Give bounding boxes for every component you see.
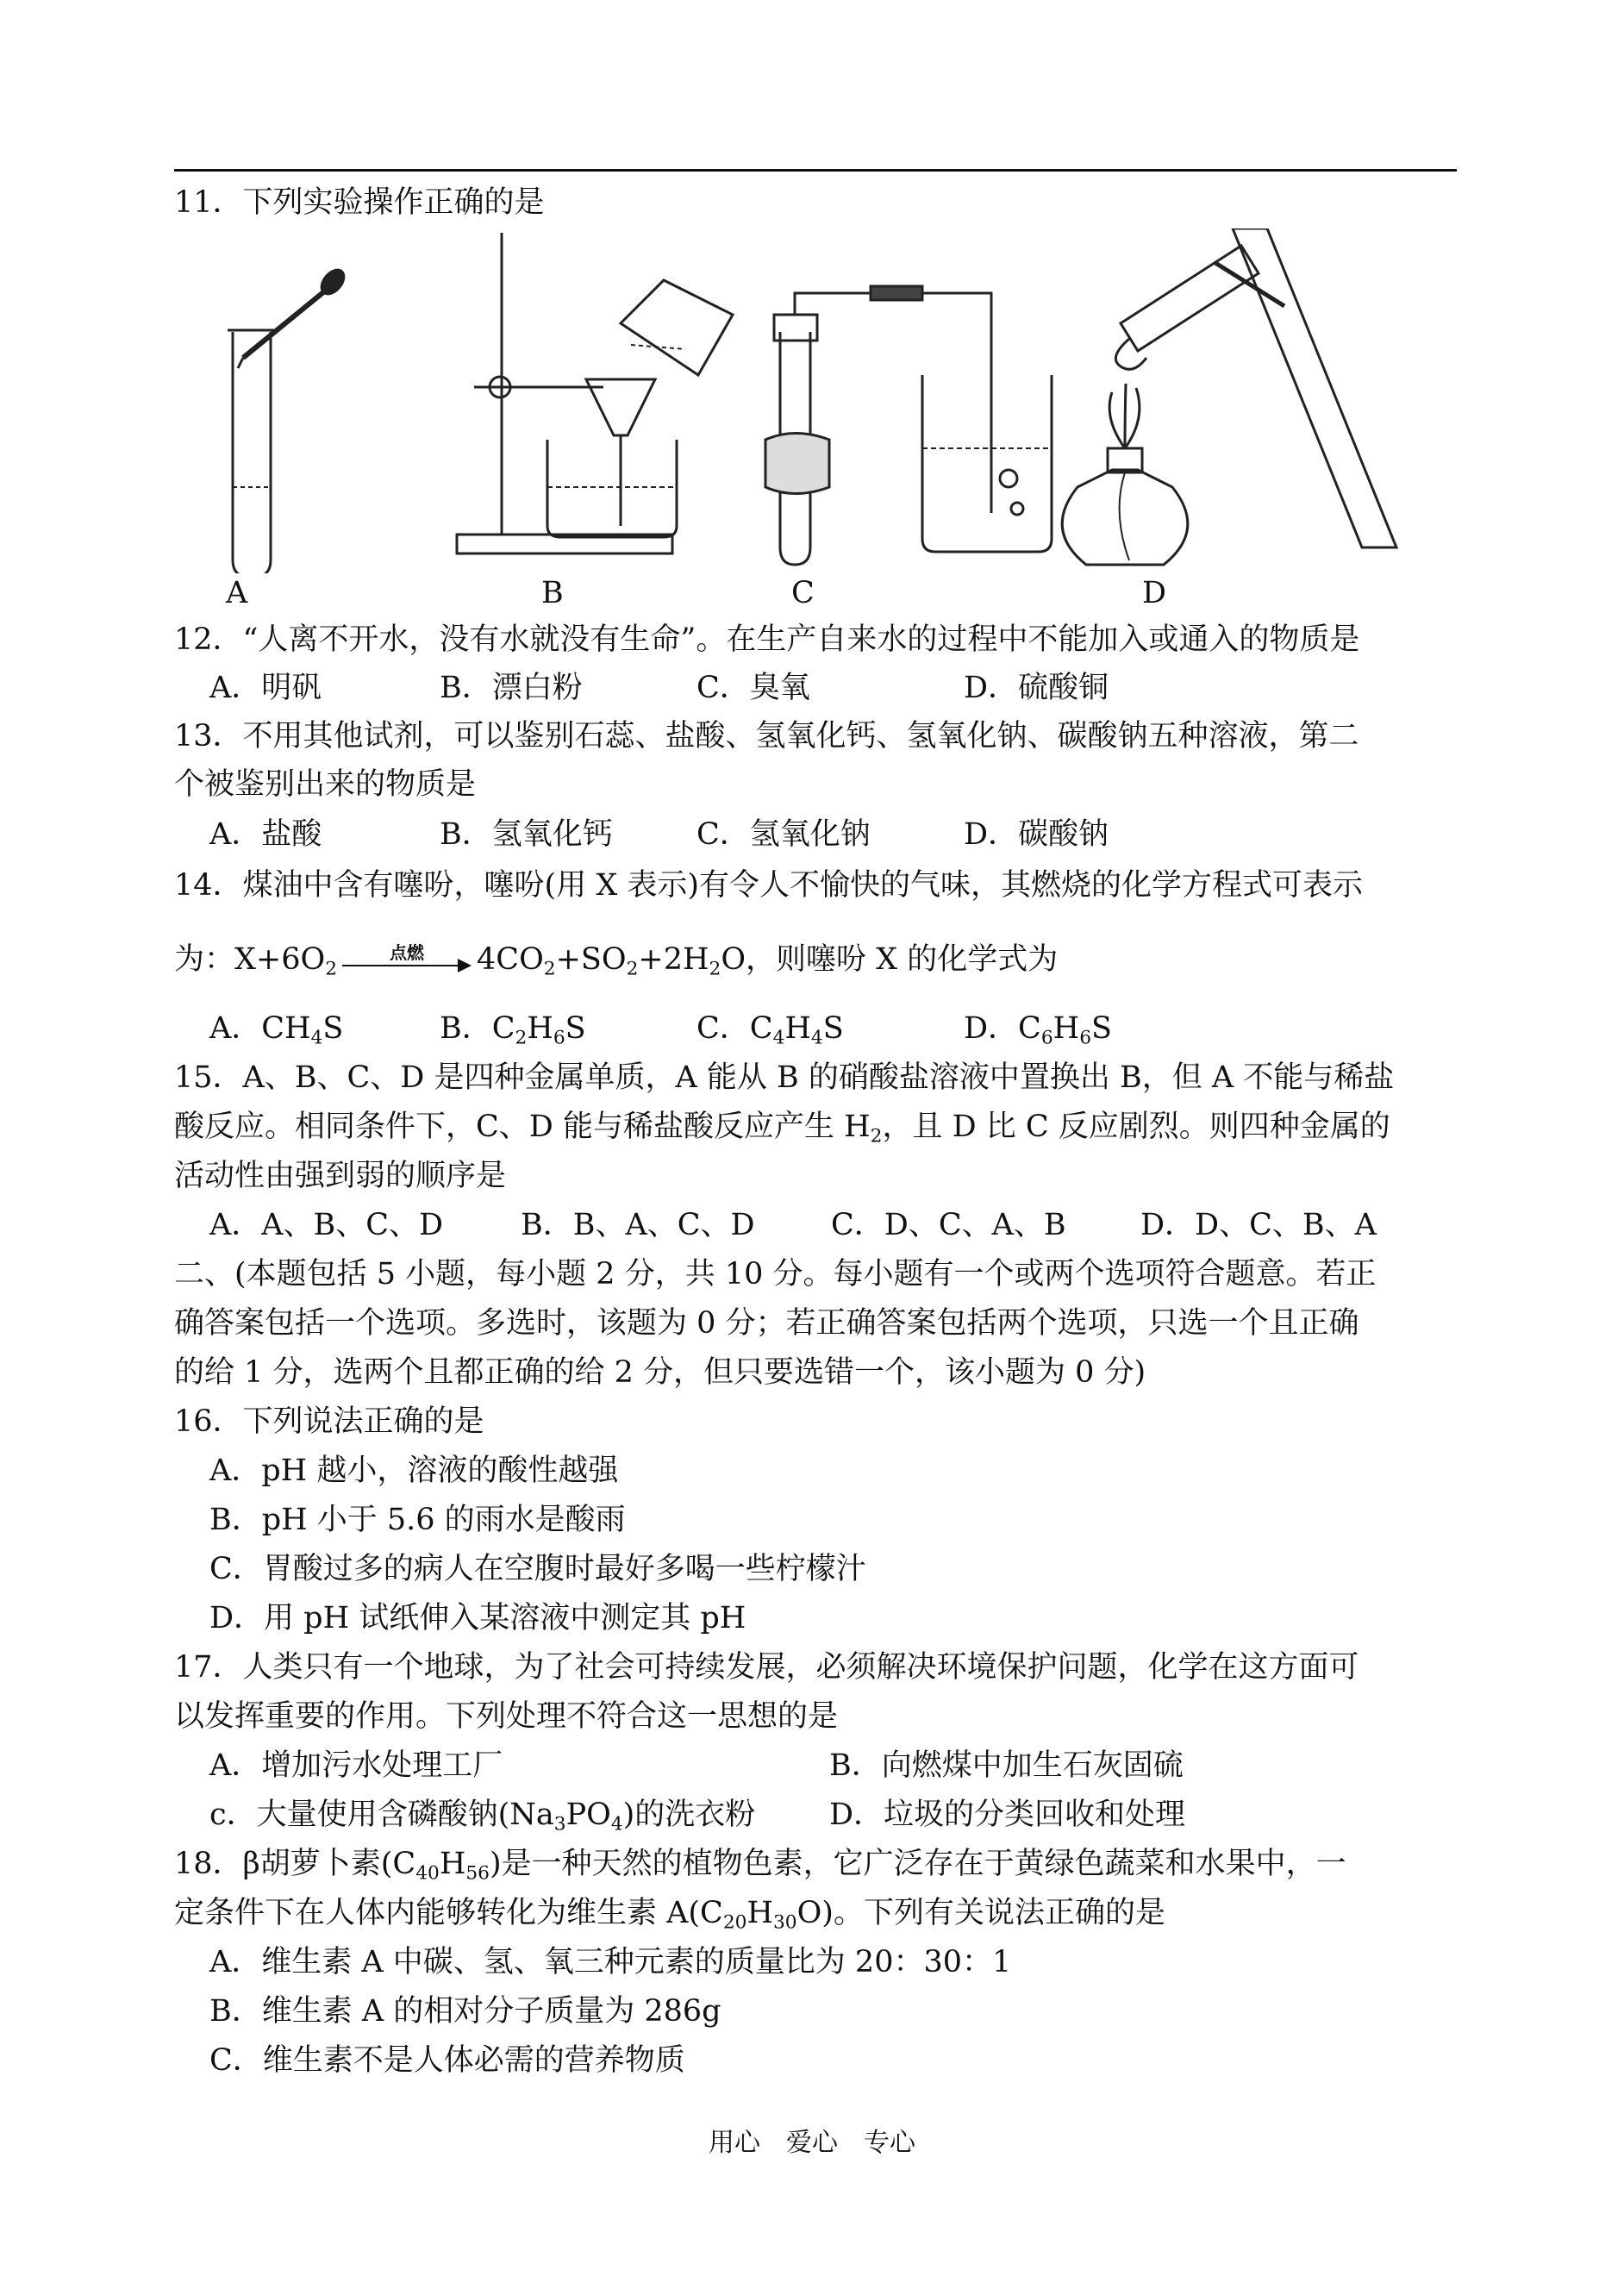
q17-option-b: B．向燃煤中加生石灰固硫 [829, 1748, 1184, 1783]
section2-instructions-line1: 二、(本题包括 5 小题，每小题 2 分，共 10 分。每小题有一个或两个选项符合题意。若正 [174, 1257, 1377, 1291]
q18-option-b: B．维生素 A 的相对分子质量为 286g [209, 1994, 721, 2029]
q14-option-b: B．$C_2H_6S$ [440, 1011, 586, 1049]
q13-stem-line1: 13．不用其他试剂，可以鉴别石蕊、盐酸、氢氧化钙、氢氧化钠、碳酸钠五种溶液，第二 [174, 719, 1359, 754]
q12-option-b: B．漂白粉 [440, 671, 583, 705]
q11-stem: 11．下列实验操作正确的是 [174, 185, 545, 220]
page-footer: 用心 爱心 专心 [709, 2128, 915, 2158]
q16-stem: 16．下列说法正确的是 [174, 1404, 484, 1439]
q16-option-b: B．pH 小于 5.6 的雨水是酸雨 [209, 1503, 626, 1537]
q15-option-b: B．B、A、C、D [521, 1208, 755, 1242]
q16-option-a: A．pH 越小，溶液的酸性越强 [209, 1454, 619, 1488]
header-rule [174, 169, 1457, 172]
q15-stem-line2: 酸反应。相同条件下，C、D 能与稀盐酸反应产生 $H_2$，且 D 比 C 反应剧烈。则四种金属的 [174, 1110, 1390, 1148]
q13-option-c: C．氢氧化钠 [696, 817, 871, 852]
q18-option-c: C．维生素不是人体必需的营养物质 [209, 2043, 685, 2078]
q15-stem-line3: 活动性由强到弱的顺序是 [174, 1159, 507, 1193]
q18-option-a: A．维生素 A 中碳、氢、氧三种元素的质量比为 20：30：1 [209, 1945, 1012, 1979]
q17-option-a: A．增加污水处理工厂 [209, 1748, 503, 1783]
q12-option-d: D．硫酸铜 [964, 671, 1109, 705]
q12-stem: 12．“人离不开水，没有水就没有生命”。在生产自来水的过程中不能加入或通入的物质是 [174, 622, 1360, 657]
q18-stem-line2: 定条件下在人体内能够转化为维生素 $A(C_{20}H_{30}O)$。下列有关说法正确的是 [174, 1896, 1165, 1934]
q14-equation: 为：$X+6O_2$ 点燃 $4CO_2+SO_2+2H_2O$，则噻吩 X 的化学式为 [174, 941, 1058, 978]
q16-option-d: D．用 pH 试纸伸入某溶液中测定其 pH [209, 1601, 746, 1635]
q16-option-c: C．胃酸过多的病人在空腹时最好多喝一些柠檬汁 [209, 1552, 866, 1586]
section2-instructions-line2: 确答案包括一个选项。多选时，该题为 0 分；若正确答案包括两个选项，只选一个且正确 [174, 1306, 1359, 1341]
q17-option-c: c．大量使用含磷酸钠$(Na_3PO_4)$的洗衣粉 [209, 1798, 756, 1835]
q17-stem-line2: 以发挥重要的作用。下列处理不符合这一思想的是 [174, 1699, 839, 1734]
q14-option-a: A．$CH_4S$ [209, 1011, 344, 1049]
q14-option-d: D．$C_6H_6S$ [964, 1011, 1112, 1049]
q13-stem-line2: 个被鉴别出来的物质是 [174, 767, 477, 802]
q15-option-a: A．A、B、C、D [209, 1208, 444, 1242]
figure-label-d: D [1142, 576, 1167, 610]
q15-option-c: C．D、C、A、B [831, 1208, 1066, 1242]
lab-apparatus-figure [215, 228, 1405, 573]
figure-label-a: A [226, 576, 248, 610]
figure-label-b: B [541, 576, 564, 610]
figure-d-heating-test-tube [1062, 228, 1396, 565]
q12-option-c: C．臭氧 [696, 671, 810, 705]
q17-stem-line1: 17．人类只有一个地球，为了社会可持续发展，必须解决环境保护问题，化学在这方面可 [174, 1650, 1359, 1685]
figure-label-c: C [791, 576, 815, 610]
q15-stem-line1: 15．A、B、C、D 是四种金属单质，A 能从 B 的硝酸盐溶液中置换出 B，但 A 不能与稀盐 [174, 1060, 1395, 1095]
q18-stem-line1: 18．β胡萝卜素$(C_{40}H_{56})$是一种天然的植物色素，它广泛存在于黄绿色蔬菜和水果中，一 [174, 1847, 1346, 1885]
figure-a-dropper-test-tube [228, 266, 348, 573]
q17-option-d: D．垃圾的分类回收和处理 [829, 1798, 1186, 1832]
q14-option-c: C．$C_4H_4S$ [696, 1011, 844, 1049]
reaction-condition: 点燃 [390, 941, 425, 963]
q13-option-d: D．碳酸钠 [964, 817, 1109, 852]
q15-option-d: D．D、C、B、A [1140, 1208, 1377, 1242]
q13-option-a: A．盐酸 [209, 817, 322, 852]
section2-instructions-line3: 的给 1 分，选两个且都正确的给 2 分，但只要选错一个，该小题为 0 分) [174, 1355, 1146, 1390]
q13-option-b: B．氢氧化钙 [440, 817, 613, 852]
q12-option-a: A．明矾 [209, 671, 322, 705]
reaction-arrow [342, 941, 472, 974]
figure-c-airtightness-check [765, 286, 1052, 565]
figure-b-filtration [457, 233, 733, 553]
q14-stem-line1: 14．煤油中含有噻吩，噻吩(用 X 表示)有令人不愉快的气味，其燃烧的化学方程式可表示 [174, 868, 1364, 903]
